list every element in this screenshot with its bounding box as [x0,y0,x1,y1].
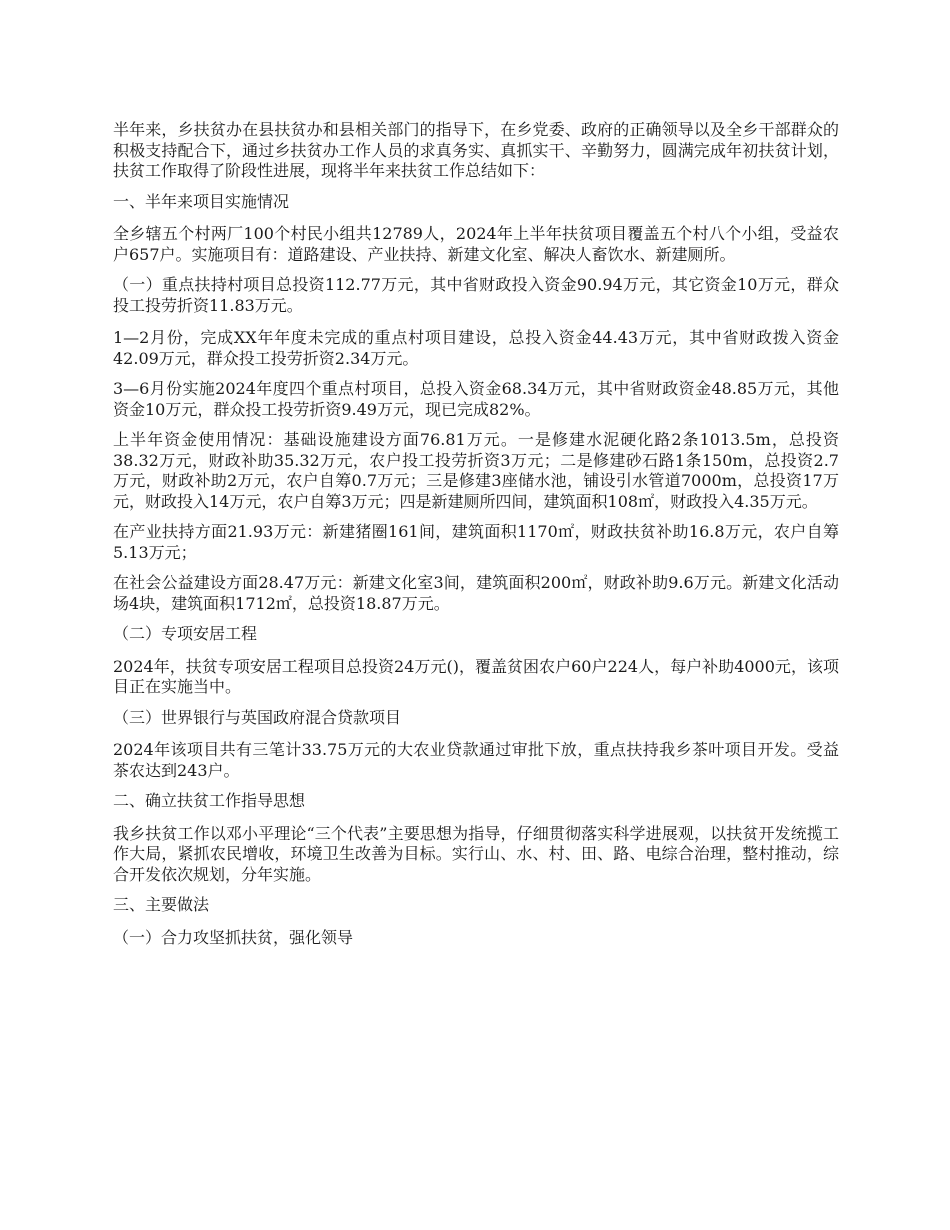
section-heading-project-implementation: 一、半年来项目实施情况 [113,191,290,211]
paragraph-jan-feb: 1—2月份，完成XX年年度未完成的重点村项目建设，总投入资金44.43万元，其中省财政拨入资金42.09万元，群众投工投劳折资2.34万元。 [113,328,839,368]
paragraph-world-bank-loan: 2024年该项目共有三笔计33.75万元的大农业贷款通过审批下放，重点扶持我乡茶叶项目开发。受益茶农达到243户。 [113,740,839,780]
subheading-leadership: （一）合力攻坚抓扶贫，强化领导 [113,927,354,947]
paragraph-overview: 全乡辖五个村两厂100个村民小组共12789人，2024年上半年扶贫项目覆盖五个村八个小组，受益农户657户。实施项目有：道路建设、产业扶持、新建文化室、解决人畜饮水、新建厕所。 [113,224,839,264]
intro-paragraph: 半年来，乡扶贫办在县扶贫办和县相关部门的指导下，在乡党委、政府的正确领导以及全乡干部群众的积极支持配合下，通过乡扶贫办工作人员的求真务实、真抓实干、辛勤努力，圆满完成年初扶贫计划，扶贫工作取得了阶段性进展，现将半年来扶贫工作总结如下： [113,120,839,180]
paragraph-industry-support: 在产业扶持方面21.93万元：新建猪圈161间，建筑面积1170㎡，财政扶贫补助16.8万元，农户自筹5.13万元； [113,522,839,562]
paragraph-housing-project: 2024年，扶贫专项安居工程项目总投资24万元()，覆盖贫困农户60户224人，每户补助4000元，该项目正在实施当中。 [113,656,839,696]
section-heading-main-practices: 三、主要做法 [113,895,210,914]
section-heading-guiding-ideology: 二、确立扶贫工作指导思想 [113,791,306,810]
paragraph-fund-usage: 上半年资金使用情况：基础设施建设方面76.81万元。一是修建水泥硬化路2条1013.5m，总投资38.32万元，财政补助35.32万元，农户投工投劳折资3万元；二是修建砂石路1条150m，总投资2.7万元，财政补助2万元，农户自筹0.7万元；三是修建3座储水池，铺设引水管道7000m，总投资17万元，财政投入14万元，农户自筹3万元；四是新建厕所四间，建筑面积108㎡，财政投入4.35万元。 [113,430,839,511]
paragraph-public-welfare: 在社会公益建设方面28.47万元：新建文化室3间，建筑面积200㎡，财政补助9.6万元。新建文化活动场4块，建筑面积1712㎡，总投资18.87万元。 [113,573,839,613]
subheading-key-village-investment: （一）重点扶持村项目总投资112.77万元，其中省财政投入资金90.94万元，其它资金10万元，群众投工投劳折资11.83万元。 [113,275,839,315]
subheading-world-bank-loan: （三）世界银行与英国政府混合贷款项目 [113,707,402,727]
paragraph-mar-jun: 3—6月份实施2024年度四个重点村项目，总投入资金68.34万元，其中省财政资金48.85万元，其他资金10万元，群众投工投劳折资9.49万元，现已完成82%。 [113,379,839,419]
subheading-housing-project: （二）专项安居工程 [113,624,258,643]
paragraph-guiding-ideology: 我乡扶贫工作以邓小平理论“三个代表”主要思想为指导，仔细贯彻落实科学进展观，以扶贫开发统揽工作大局，紧抓农民增收，环境卫生改善为目标。实行山、水、村、田、路、电综合治理，整村推动，综合开发依次规划，分年实施。 [113,823,839,884]
document-body [113,120,839,960]
